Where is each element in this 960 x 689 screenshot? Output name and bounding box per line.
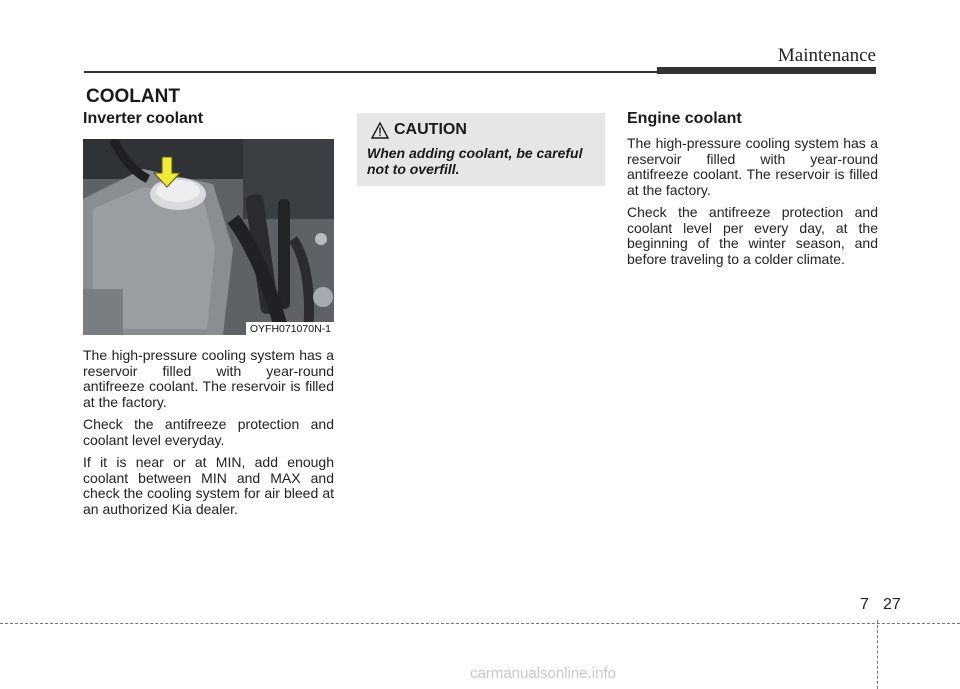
footer-rule bbox=[0, 623, 960, 624]
engine-paragraph-2: Check the antifreeze protection and coolant level per every day, at the beginning of the winter season, and before traveling to a colder climate. bbox=[627, 204, 878, 267]
caution-box bbox=[357, 113, 605, 186]
chapter-number: 7 bbox=[860, 596, 869, 613]
inverter-coolant-heading: Inverter coolant bbox=[83, 110, 204, 127]
page-number: 27 bbox=[883, 596, 901, 613]
inverter-paragraph-1: The high-pressure cooling system has a reservoir filled with year-round antifreeze coolant. The reservoir is filled at the factory. bbox=[83, 347, 334, 410]
inverter-paragraph-3: If it is near or at MIN, add enough coolant between MIN and MAX and check the cooling system for air bleed at an authorized Kia dealer. bbox=[83, 454, 334, 517]
inverter-coolant-column bbox=[83, 110, 334, 524]
image-code: OYFH071070N-1 bbox=[246, 322, 334, 335]
coolant-reservoir-photo bbox=[83, 139, 334, 335]
arrow-icon bbox=[83, 139, 334, 335]
inverter-paragraph-2: Check the antifreeze protection and coolant level everyday. bbox=[83, 416, 334, 448]
warning-icon bbox=[371, 122, 389, 139]
header-rule bbox=[84, 71, 664, 73]
section-title: COOLANT bbox=[86, 86, 180, 107]
chapter-title: Maintenance bbox=[777, 45, 876, 66]
engine-paragraph-1: The high-pressure cooling system has a reservoir filled with year-round antifreeze coolant. The reservoir is filled at the factory. bbox=[627, 135, 878, 198]
footer-divider bbox=[877, 620, 878, 689]
caution-title: CAUTION bbox=[394, 121, 467, 138]
caution-text: When adding coolant, be careful not to overfill. bbox=[367, 145, 583, 177]
watermark: carmanualsonline.info bbox=[470, 665, 616, 682]
engine-coolant-heading: Engine coolant bbox=[627, 110, 742, 127]
engine-coolant-column bbox=[627, 110, 878, 274]
header-rule-accent bbox=[657, 67, 876, 74]
caution-header bbox=[371, 121, 595, 139]
